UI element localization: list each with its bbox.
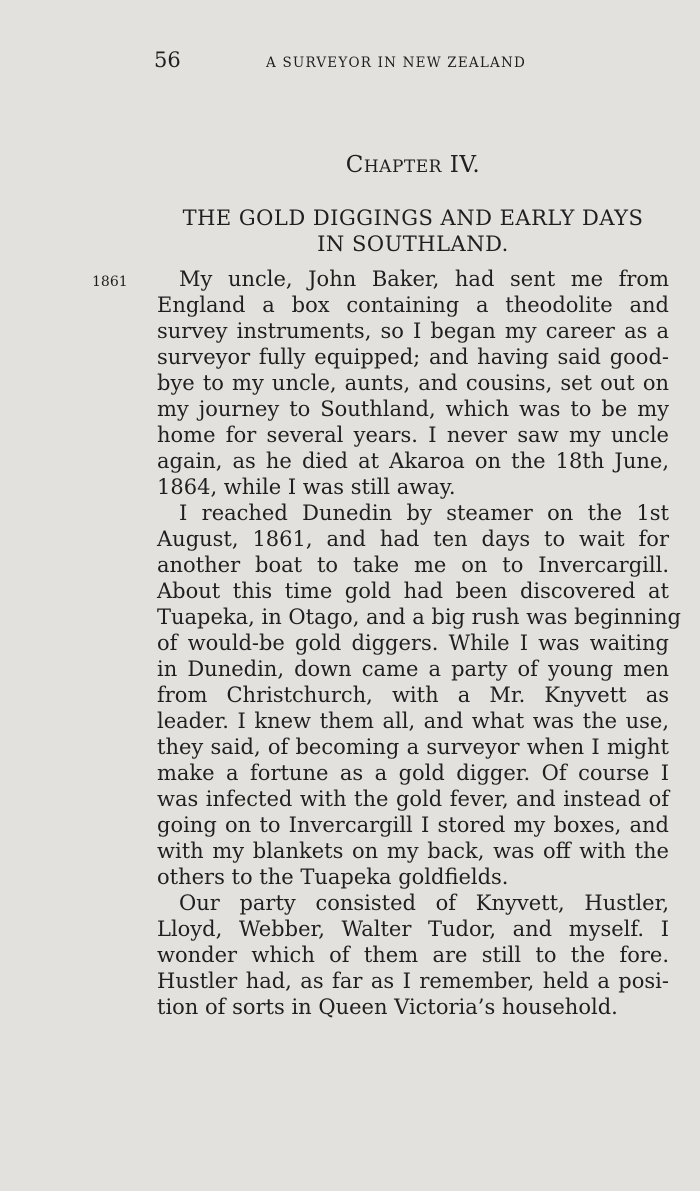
text-line: wonder which of them are still to the fore. xyxy=(157,943,669,967)
body-text xyxy=(157,266,681,1020)
chapter-label-rest: HAPTER xyxy=(363,157,442,177)
text-line: in Dunedin, down came a party of young men xyxy=(157,657,669,681)
paragraph xyxy=(157,890,669,1020)
paragraph xyxy=(157,500,681,890)
text-line: they said, of becoming a surveyor when I might xyxy=(157,735,669,759)
text-line: going on to Invercargill I stored my boxes, and xyxy=(157,813,669,837)
text-line: Hustler had, as far as I remember, held a posi- xyxy=(157,969,669,993)
text-line: from Christchurch, with a Mr. Knyvett as xyxy=(157,683,669,707)
chapter-title xyxy=(157,205,669,257)
text-line: surveyor fully equipped; and having said good- xyxy=(157,345,669,369)
text-line: survey instruments, so I began my career as a xyxy=(157,319,669,343)
margin-note-year: 1861 xyxy=(92,274,128,290)
chapter-numeral: IV. xyxy=(449,152,481,178)
text-line: with my blankets on my back, was off with the xyxy=(157,839,669,863)
text-line: bye to my uncle, aunts, and cousins, set out on xyxy=(157,371,669,395)
text-line: again, as he died at Akaroa on the 18th June, xyxy=(157,449,669,473)
text-line: 1864, while I was still away. xyxy=(157,475,456,499)
text-line: Tuapeka, in Otago, and a big rush was beginning xyxy=(157,605,681,629)
text-line: others to the Tuapeka goldfields. xyxy=(157,865,509,889)
text-line: another boat to take me on to Invercargill. xyxy=(157,553,669,577)
text-line: I reached Dunedin by steamer on the 1st xyxy=(179,501,669,525)
running-head: A SURVEYOR IN NEW ZEALAND xyxy=(266,55,526,71)
chapter-title-line: THE GOLD DIGGINGS AND EARLY DAYS xyxy=(182,206,644,230)
text-line: leader. I knew them all, and what was the use, xyxy=(157,709,669,733)
chapter-title-line: IN SOUTHLAND. xyxy=(317,232,509,256)
text-line: August, 1861, and had ten days to wait for xyxy=(157,527,669,551)
paragraph xyxy=(157,266,669,500)
text-line: of would-be gold diggers. While I was waiting xyxy=(157,631,669,655)
page-header xyxy=(0,48,700,78)
chapter-label-initial: C xyxy=(345,152,364,178)
text-line: home for several years. I never saw my uncle xyxy=(157,423,669,447)
page-number: 56 xyxy=(154,48,181,72)
text-line: England a box containing a theodolite and xyxy=(157,293,669,317)
text-line: make a fortune as a gold digger. Of course I xyxy=(157,761,669,785)
chapter-heading xyxy=(0,152,700,178)
text-line: My uncle, John Baker, had sent me from xyxy=(179,267,669,291)
text-line: tion of sorts in Queen Victoria’s household. xyxy=(157,995,618,1019)
text-line: Lloyd, Webber, Walter Tudor, and myself. I xyxy=(157,917,669,941)
text-line: was infected with the gold fever, and instead of xyxy=(157,787,669,811)
text-line: my journey to Southland, which was to be my xyxy=(157,397,669,421)
text-line: About this time gold had been discovered at xyxy=(157,579,669,603)
text-line: Our party consisted of Knyvett, Hustler, xyxy=(179,891,669,915)
